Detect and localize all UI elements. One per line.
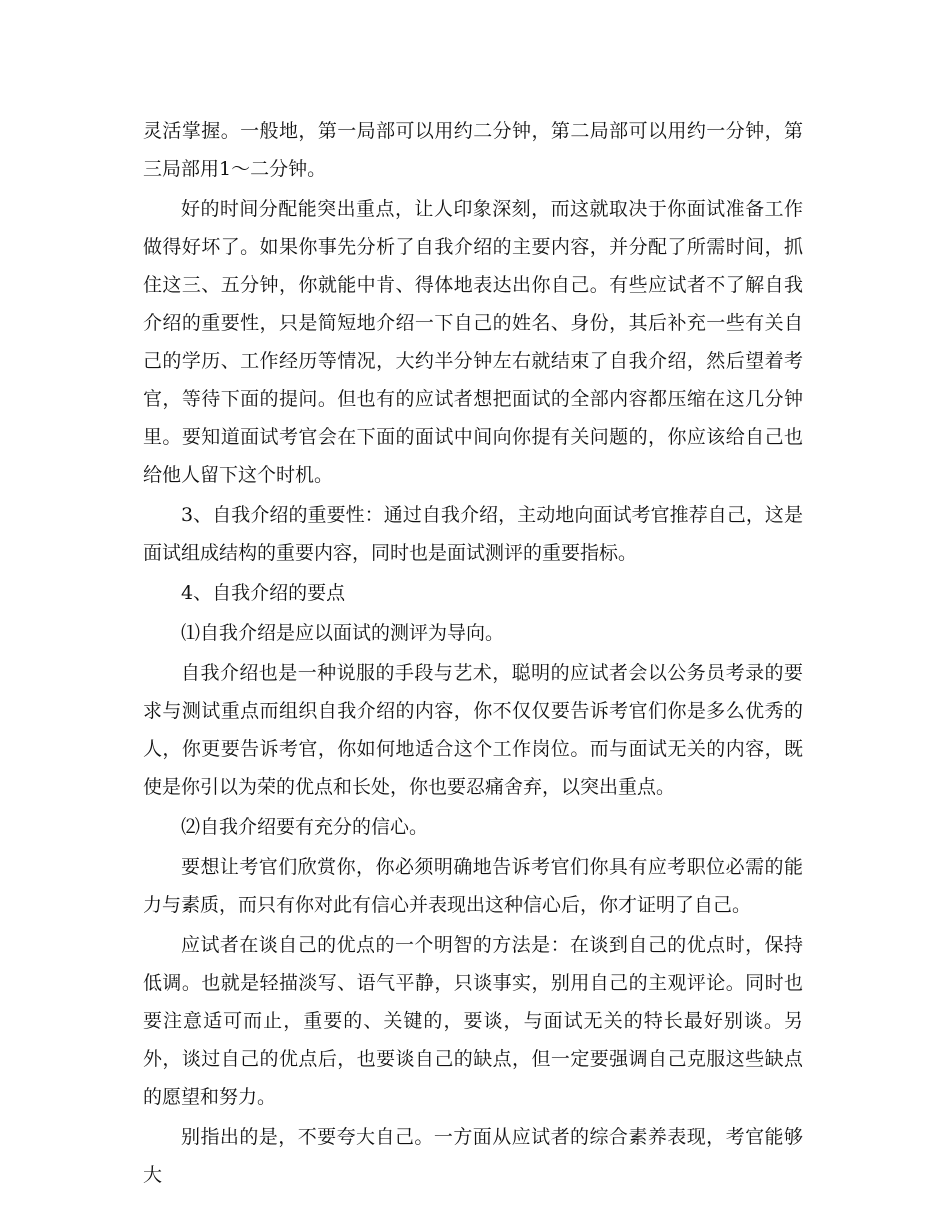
paragraph: 好的时间分配能突出重点，让人印象深刻，而这就取决于你面试准备工作做得好坏了。如果你事先分析了自我介绍的主要内容，并分配了所需时间，抓住这三、五分钟，你就能中肯、得体地表达出你自己。有些应试者不了解自我介绍的重要性，只是简短地介绍一下自己的姓名、身份，其后补充一些有关自己的学历、工作经历等情况，大约半分钟左右就结束了自我介绍，然后望着考官，等待下面的提问。但也有的应试者想把面试的全部内容都压缩在这几分钟里。要知道面试考官会在下面的面试中间向你提有关问题的，你应该给自己也给他人留下这个时机。 <box>143 198 803 486</box>
document-body <box>143 112 803 1196</box>
paragraph: 别指出的是，不要夸大自己。一方面从应试者的综合素养表现，考官能够大 <box>143 1126 803 1186</box>
paragraph: 自我介绍也是一种说服的手段与艺术，聪明的应试者会以公务员考录的要求与测试重点而组织自我介绍的内容，你不仅仅要告诉考官们你是多么优秀的人，你更要告诉考官，你如何地适合这个工作岗位。而与面试无关的内容，既使是你引以为荣的优点和长处，你也要忍痛舍弃，以突出重点。 <box>143 662 803 798</box>
paragraph: 灵活掌握。一般地，第一局部可以用约二分钟，第二局部可以用约一分钟，第三局部用1～二分钟。 <box>143 120 803 180</box>
section-heading: 4、自我介绍的要点 <box>181 582 346 604</box>
subsection-heading: ⑵自我介绍要有充分的信心。 <box>181 816 429 838</box>
paragraph: 应试者在谈自己的优点的一个明智的方法是：在谈到自己的优点时，保持低调。也就是轻描淡写、语气平静，只谈事实，别用自己的主观评论。同时也要注意适可而止，重要的、关键的，要谈，与面试无关的特长最好别谈。另外，谈过自己的优点后，也要谈自己的缺点，但一定要强调自己克服这些缺点的愿望和努力。 <box>143 934 803 1108</box>
subsection-heading: ⑴自我介绍是应以面试的测评为导向。 <box>181 622 505 644</box>
paragraph: 3、自我介绍的重要性：通过自我介绍，主动地向面试考官推荐自己，这是面试组成结构的重要内容，同时也是面试测评的重要指标。 <box>143 504 803 564</box>
paragraph: 要想让考官们欣赏你，你必须明确地告诉考官们你具有应考职位必需的能力与素质，而只有你对此有信心并表现出这种信心后，你才证明了自己。 <box>143 856 803 916</box>
